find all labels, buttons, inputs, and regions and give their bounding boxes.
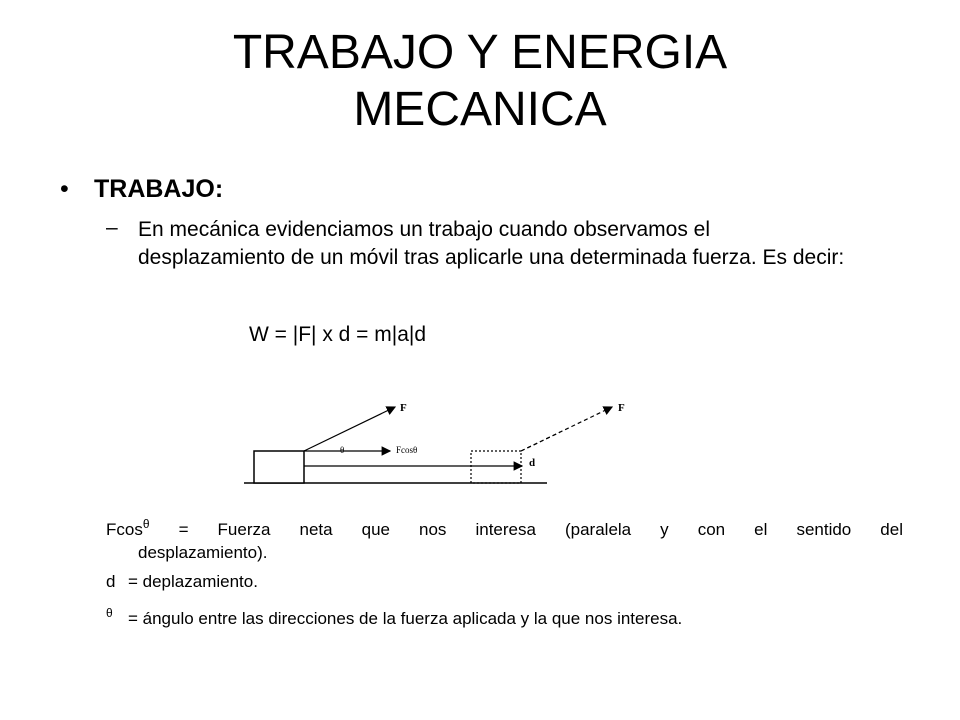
block-start: [254, 451, 304, 483]
slide-title: [0, 24, 960, 138]
theta-text: = ángulo entre las direcciones de la fuerza aplicada y la que nos interesa.: [128, 609, 683, 628]
d-term: d: [106, 572, 116, 591]
definition-fcos-line: [106, 513, 903, 541]
force-diagram-extension: [521, 390, 641, 460]
force-arrow-2: [521, 407, 612, 451]
bullet-dot: •: [60, 175, 69, 203]
fcos-cont: desplazamiento).: [138, 543, 268, 562]
definition-theta: [106, 602, 682, 630]
force-arrow: [304, 407, 395, 451]
fcos-theta: θ: [142, 517, 150, 531]
theta-term: θ: [106, 606, 113, 620]
work-formula: W = |F| x d = m|a|d: [249, 323, 427, 346]
title-line-2: MECANICA: [353, 83, 607, 136]
fcos-term: Fcos: [106, 520, 143, 539]
theta-label: θ: [340, 445, 345, 455]
title-line-1: TRABAJO Y ENERGIA: [232, 26, 728, 79]
fcos-first: = Fuerza neta que nos interesa (paralela y con el sentido del: [178, 520, 903, 539]
definition-d: [106, 570, 258, 593]
d-text: = deplazamiento.: [128, 572, 258, 591]
force-label-1: F: [400, 402, 407, 414]
sub-bullet-text: En mecánica evidenciamos un trabajo cuando observamos el desplazamiento de un móvil tras aplicarle una determinada fuerza. Es decir:: [138, 218, 845, 269]
definition-fcos: [106, 513, 903, 564]
bullet-heading: TRABAJO:: [94, 175, 224, 203]
sub-bullet-dash: –: [106, 216, 118, 239]
force-label-2: F: [618, 402, 625, 414]
bullet-trabajo: [60, 175, 223, 204]
force-diagram: [240, 390, 560, 490]
block-end: [471, 451, 521, 483]
d-label: d: [529, 457, 536, 469]
fcos-label: Fcosθ: [396, 445, 418, 455]
